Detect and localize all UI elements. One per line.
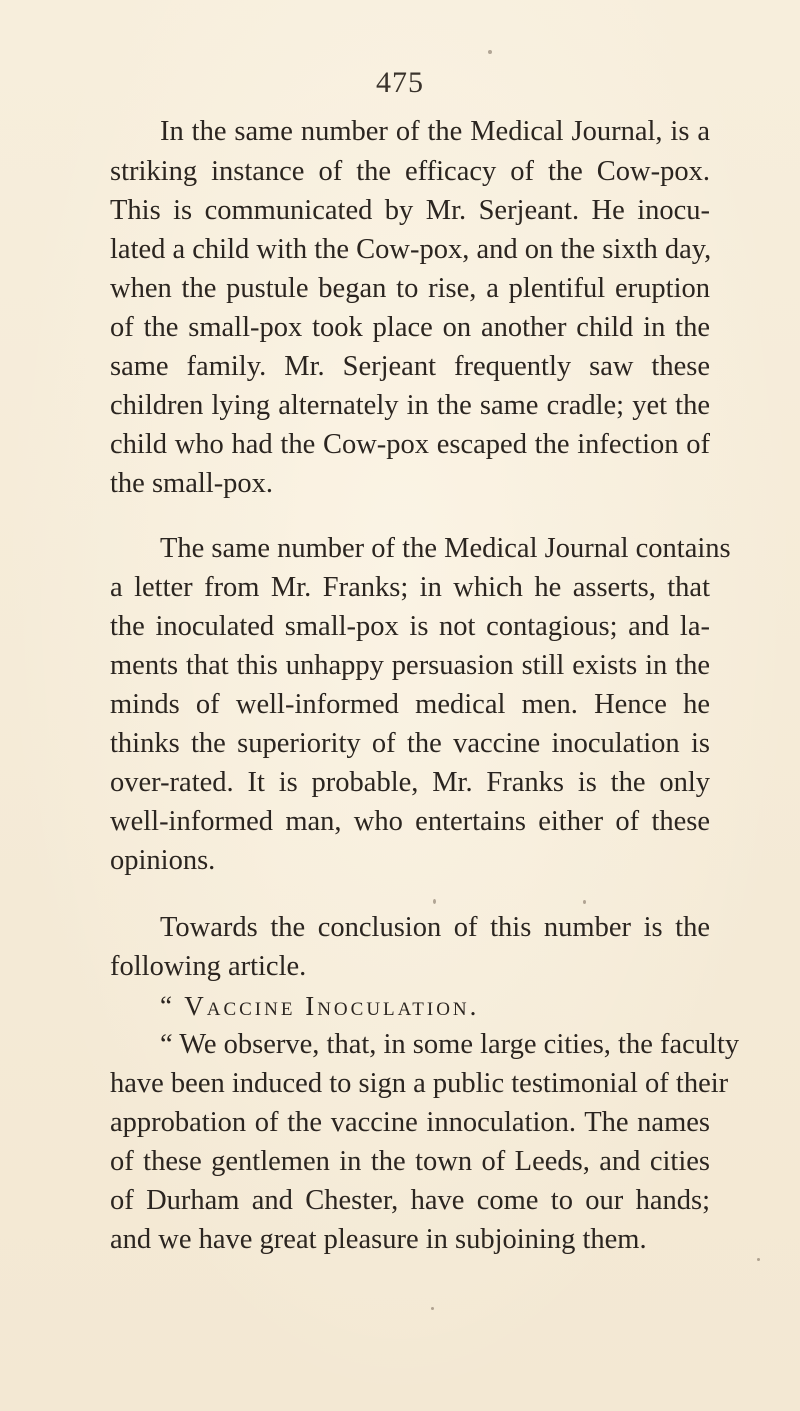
text-line: of the small-pox took place on another child in the (110, 312, 710, 343)
speck (488, 50, 492, 54)
speck (757, 1258, 760, 1261)
text-line: opinions. (110, 845, 216, 876)
page-number: 475 (376, 66, 424, 99)
text-line: The same number of the Medical Journal contains (160, 533, 731, 564)
text-line: striking instance of the efficacy of the Cow-pox. (110, 156, 710, 187)
text-line: In the same number of the Medical Journal, is a (160, 116, 710, 147)
text-line: Towards the conclusion of this number is the (160, 912, 710, 943)
text-line: the small-pox. (110, 468, 274, 499)
text-line: “ We observe, that, in some large cities, the faculty (160, 1029, 740, 1060)
text-line: thinks the superiority of the vaccine inoculation is (110, 728, 710, 759)
text-line: following article. (110, 951, 307, 982)
text-line: of these gentlemen in the town of Leeds, and cities (110, 1146, 710, 1177)
text-line: have been induced to sign a public testimonial of their (110, 1068, 729, 1099)
text-line: and we have great pleasure in subjoining them. (110, 1224, 647, 1255)
text-line: a letter from Mr. Franks; in which he asserts, that (110, 572, 710, 603)
speck (583, 900, 586, 904)
speck (433, 899, 436, 904)
text-line: This is communicated by Mr. Serjeant. He inocu- (110, 195, 710, 226)
text-line: well-informed man, who entertains either of these (110, 806, 710, 837)
text-line: children lying alternately in the same cradle; yet the (110, 390, 710, 421)
text-line: the inoculated small-pox is not contagious; and la- (110, 611, 710, 642)
text-line: child who had the Cow-pox escaped the infection of (110, 429, 710, 460)
text-line: approbation of the vaccine innoculation. The names (110, 1107, 710, 1138)
text-line: same family. Mr. Serjeant frequently saw these (110, 351, 710, 382)
text-line: when the pustule began to rise, a plentiful eruption (110, 273, 710, 304)
speck (431, 1307, 434, 1310)
article-heading: “ Vaccine Inoculation. (160, 991, 480, 1021)
text-line: minds of well-informed medical men. Hence he (110, 689, 710, 720)
text-line: over-rated. It is probable, Mr. Franks is the only (110, 767, 710, 798)
text-line: lated a child with the Cow-pox, and on the sixth day, (110, 234, 712, 265)
text-line: ments that this unhappy persuasion still exists in the (110, 650, 710, 681)
text-line: of Durham and Chester, have come to our hands; (110, 1185, 710, 1216)
